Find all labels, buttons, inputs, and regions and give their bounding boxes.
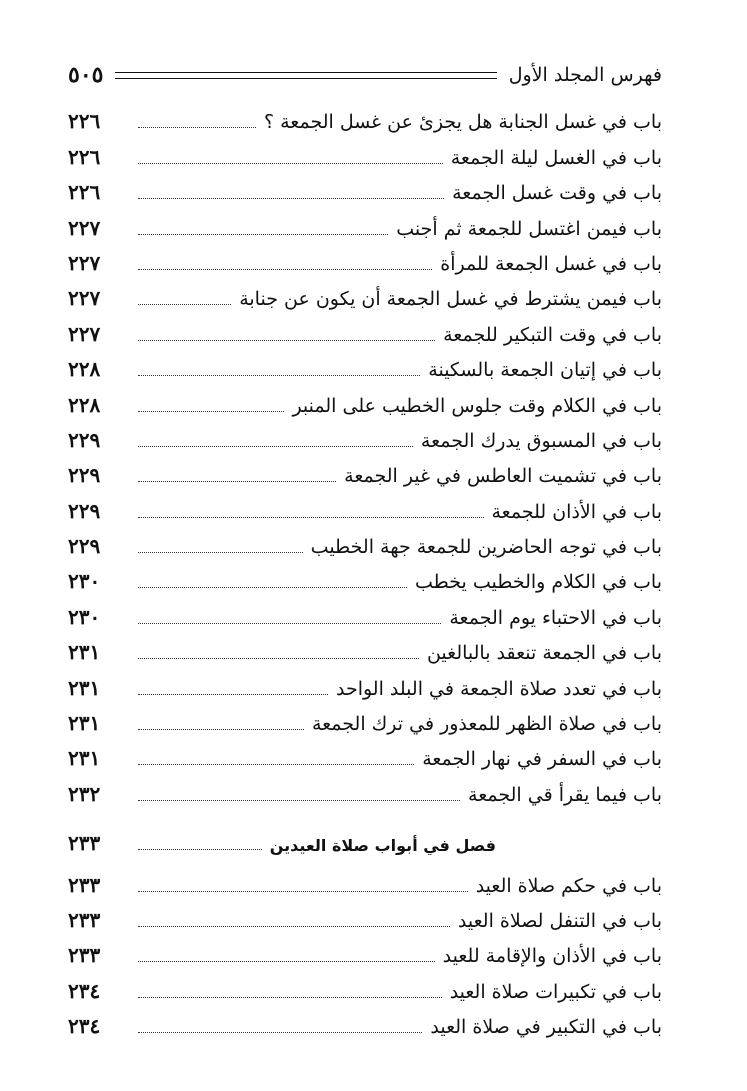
toc-entry-page-number: ٢٣٣ bbox=[68, 943, 101, 968]
dot-leader bbox=[138, 729, 304, 730]
toc-entry-page-number: ٢٣٠ bbox=[68, 604, 101, 629]
toc-entry-title: باب في التنفل لصلاة العيد bbox=[457, 909, 662, 932]
toc-entry-title: باب في الأذان والإقامة للعيد bbox=[442, 945, 662, 968]
toc-entry-title: باب في المسبوق يدرك الجمعة bbox=[420, 429, 662, 452]
toc-entry-title: باب في تكبيرات صلاة العيد bbox=[449, 980, 662, 1003]
toc-entry bbox=[68, 635, 662, 670]
dot-leader bbox=[138, 517, 484, 518]
toc-entry bbox=[68, 210, 662, 245]
toc-entry-title: باب في حكم صلاة العيد bbox=[475, 874, 662, 897]
toc-entry-title: باب في توجه الحاضرين للجمعة جهة الخطيب bbox=[310, 536, 662, 559]
toc-entry bbox=[68, 104, 662, 139]
toc-entry-title: باب في التكبير في صلاة العيد bbox=[430, 1016, 662, 1039]
toc-entry bbox=[68, 741, 662, 776]
toc-entry-title: باب في تشميت العاطس في غير الجمعة bbox=[344, 465, 662, 488]
toc-entry bbox=[68, 281, 662, 316]
toc-entry-page-number: ٢٢٧ bbox=[68, 286, 101, 311]
dot-leader bbox=[138, 1032, 422, 1033]
toc-entry bbox=[68, 352, 662, 387]
toc-entry-page-number: ٢٣٠ bbox=[68, 569, 101, 594]
toc-entry-page-number: ٢٣١ bbox=[68, 675, 101, 700]
toc-entry-page-number: ٢٢٨ bbox=[68, 392, 101, 417]
toc-entry-title: باب في الكلام وقت جلوس الخطيب على المنبر bbox=[292, 394, 662, 417]
toc-entry bbox=[68, 903, 662, 938]
toc-entry-page-number: ٢٢٦ bbox=[68, 144, 101, 169]
toc-entry bbox=[68, 670, 662, 705]
toc-entry-title: باب في السفر في نهار الجمعة bbox=[422, 748, 662, 771]
toc-entry-page-number: ٢٣١ bbox=[68, 711, 101, 736]
toc-section-title: فصل في أبواب صلاة العيدين bbox=[269, 836, 496, 856]
dot-leader bbox=[138, 587, 407, 588]
dot-leader bbox=[138, 411, 284, 412]
toc-entry-page-number: ٢٢٧ bbox=[68, 250, 101, 275]
dot-leader bbox=[138, 163, 443, 164]
toc-entry bbox=[68, 776, 662, 811]
toc-entry-title: باب في الاحتباء يوم الجمعة bbox=[449, 606, 662, 629]
running-header-title: فهرس المجلد الأول bbox=[508, 64, 662, 86]
toc-entry-title: باب فيمن يشترط في غسل الجمعة أن يكون عن جنابة bbox=[239, 288, 662, 311]
toc-entry bbox=[68, 246, 662, 281]
toc-entry bbox=[68, 1009, 662, 1044]
toc-entry-title: باب في الأذان للجمعة bbox=[491, 500, 662, 523]
toc-entry-page-number: ٢٣٣ bbox=[68, 831, 101, 856]
toc-entry-page-number: ٢٢٦ bbox=[68, 109, 101, 134]
toc-entry-page-number: ٢٣٣ bbox=[68, 907, 101, 932]
dot-leader bbox=[138, 446, 413, 447]
toc-entry-page-number: ٢٢٧ bbox=[68, 321, 101, 346]
toc-entry-title: باب في الكلام والخطيب يخطب bbox=[415, 571, 662, 594]
toc-entry bbox=[68, 564, 662, 599]
toc-entry bbox=[68, 493, 662, 528]
dot-leader bbox=[138, 481, 336, 482]
dot-leader bbox=[138, 764, 414, 765]
toc-entry-title: باب في الجمعة تنعقد بالبالغين bbox=[426, 642, 662, 665]
running-header bbox=[68, 58, 662, 92]
toc-entry-title: باب في الغسل ليلة الجمعة bbox=[450, 146, 662, 169]
toc-entry bbox=[68, 973, 662, 1008]
toc-entry-page-number: ٢٣٣ bbox=[68, 872, 101, 897]
dot-leader bbox=[138, 127, 256, 128]
toc-entry-title: باب في إتيان الجمعة بالسكينة bbox=[428, 359, 662, 382]
toc-entry bbox=[68, 938, 662, 973]
toc-entry-title: باب فيما يقرأ قي الجمعة bbox=[468, 783, 662, 806]
toc-entry bbox=[68, 706, 662, 741]
toc-entry bbox=[68, 316, 662, 351]
toc-entry-title: باب في وقت التبكير للجمعة bbox=[443, 323, 662, 346]
toc-entry-page-number: ٢٣١ bbox=[68, 746, 101, 771]
toc-entry-page-number: ٢٢٧ bbox=[68, 215, 101, 240]
dot-leader bbox=[138, 269, 432, 270]
toc-entry bbox=[68, 599, 662, 634]
toc-entry-page-number: ٢٢٩ bbox=[68, 498, 101, 523]
toc-entry-page-number: ٢٢٩ bbox=[68, 427, 101, 452]
toc-section-heading bbox=[68, 826, 662, 861]
dot-leader bbox=[138, 891, 468, 892]
toc-entry-page-number: ٢٣٤ bbox=[68, 1014, 101, 1039]
toc-entry-page-number: ٢٣٤ bbox=[68, 978, 101, 1003]
toc-entry-title: باب فيمن اغتسل للجمعة ثم أجنب bbox=[396, 217, 662, 240]
dot-leader bbox=[138, 926, 450, 927]
dot-leader bbox=[138, 198, 444, 199]
toc-entry-page-number: ٢٣٢ bbox=[68, 781, 101, 806]
dot-leader bbox=[138, 375, 420, 376]
toc-entry-page-number: ٢٣١ bbox=[68, 640, 101, 665]
toc-entry bbox=[68, 139, 662, 174]
toc-entry bbox=[68, 423, 662, 458]
dot-leader bbox=[138, 623, 441, 624]
dot-leader bbox=[138, 552, 303, 553]
toc-entry-title: باب في وقت غسل الجمعة bbox=[452, 182, 662, 205]
table-of-contents bbox=[68, 104, 662, 1044]
dot-leader bbox=[138, 304, 231, 305]
toc-entry-page-number: ٢٢٩ bbox=[68, 534, 101, 559]
toc-entry bbox=[68, 529, 662, 564]
toc-entry-title: باب في غسل الجنابة هل يجزئ عن غسل الجمعة ؟ bbox=[264, 111, 662, 134]
header-double-rule bbox=[115, 72, 496, 79]
toc-entry-title: باب في صلاة الظهر للمعذور في ترك الجمعة bbox=[311, 713, 662, 736]
toc-entry-title: باب في غسل الجمعة للمرأة bbox=[440, 252, 662, 275]
dot-leader bbox=[138, 997, 442, 998]
toc-entry-page-number: ٢٢٩ bbox=[68, 463, 101, 488]
dot-leader bbox=[138, 658, 419, 659]
toc-entry bbox=[68, 458, 662, 493]
toc-entry bbox=[68, 175, 662, 210]
dot-leader bbox=[138, 340, 435, 341]
dot-leader bbox=[138, 961, 435, 962]
toc-entry-page-number: ٢٢٨ bbox=[68, 357, 101, 382]
dot-leader bbox=[138, 234, 388, 235]
dot-leader bbox=[138, 800, 460, 801]
toc-entry bbox=[68, 867, 662, 902]
toc-entry bbox=[68, 387, 662, 422]
dot-leader bbox=[138, 694, 328, 695]
dot-leader bbox=[138, 849, 262, 850]
page-number: ٥٠٥ bbox=[68, 62, 104, 88]
toc-entry-title: باب في تعدد صلاة الجمعة في البلد الواحد bbox=[335, 677, 662, 700]
toc-entry-page-number: ٢٢٦ bbox=[68, 180, 101, 205]
